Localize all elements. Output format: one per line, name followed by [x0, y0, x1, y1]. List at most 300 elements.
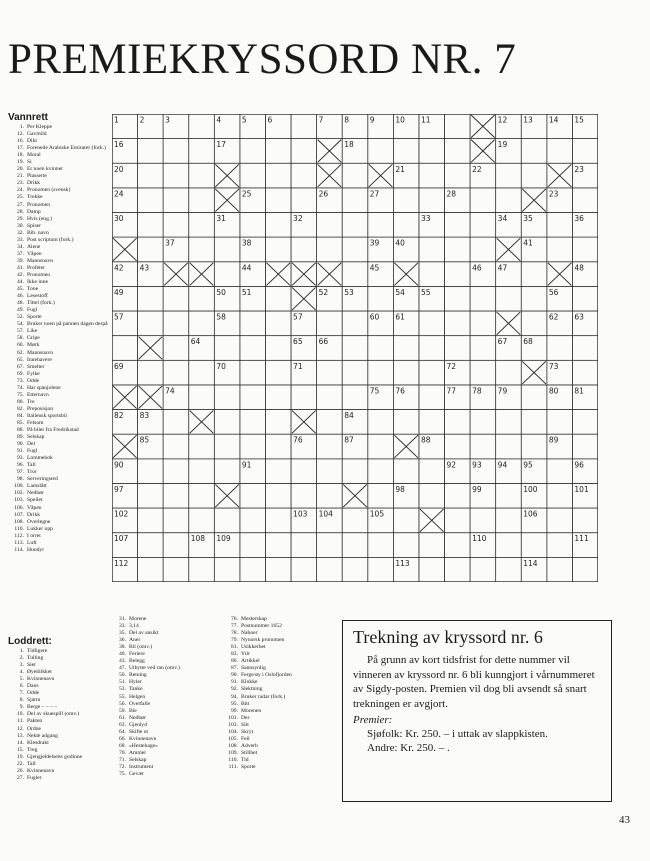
grid-cell[interactable] [265, 286, 291, 311]
clue-number: 103. [228, 721, 238, 728]
grid-cell[interactable] [368, 483, 394, 508]
grid-cell[interactable] [138, 533, 164, 558]
clue-text: Tid [241, 756, 249, 763]
grid-cell[interactable] [291, 557, 317, 582]
grid-cell[interactable] [189, 360, 215, 385]
grid-cell[interactable] [521, 262, 547, 287]
grid-cell[interactable] [470, 434, 496, 459]
grid-cell[interactable] [521, 311, 547, 336]
grid-cell[interactable] [547, 459, 573, 484]
grid-cell[interactable] [470, 508, 496, 533]
clue-item [8, 740, 108, 747]
cell-number: 95 [523, 460, 533, 470]
clue-number: 39. [17, 257, 24, 264]
grid-cell[interactable] [265, 336, 291, 361]
grid-cell[interactable] [393, 459, 419, 484]
grid-cell[interactable] [163, 213, 189, 238]
grid-cell[interactable] [521, 286, 547, 311]
grid-cell[interactable] [445, 163, 471, 188]
clue-number: 40. [119, 651, 126, 658]
grid-cell[interactable] [496, 533, 522, 558]
grid-cell[interactable] [521, 434, 547, 459]
grid-cell[interactable] [291, 237, 317, 262]
clue-text: Utbytte ved ran (omv.) [129, 665, 180, 672]
grid-cell[interactable] [317, 483, 343, 508]
clue-number: 110. [14, 525, 24, 532]
grid-cell[interactable] [393, 410, 419, 435]
clue-item [8, 683, 108, 690]
grid-cell[interactable] [291, 139, 317, 164]
clue-text: Alene [27, 243, 41, 250]
grid-cell[interactable] [445, 533, 471, 558]
grid-cell[interactable] [445, 434, 471, 459]
grid-cell[interactable] [265, 459, 291, 484]
grid-cell[interactable] [342, 385, 368, 410]
grid-cell[interactable] [317, 237, 343, 262]
grid-cell[interactable] [163, 483, 189, 508]
grid-cell[interactable] [265, 237, 291, 262]
cell-number: 48 [574, 263, 584, 273]
grid-cell[interactable] [419, 139, 445, 164]
grid-cell[interactable] [393, 336, 419, 361]
clue-item [8, 533, 108, 540]
grid-cell[interactable] [393, 533, 419, 558]
clue-text: Nedbør [27, 490, 44, 497]
grid-cell[interactable] [138, 213, 164, 238]
grid-cell[interactable] [368, 557, 394, 582]
clue-text: Plasserte [27, 173, 47, 180]
grid-cell[interactable] [393, 360, 419, 385]
grid-cell[interactable] [265, 311, 291, 336]
clue-number: 107. [14, 511, 24, 518]
grid-cell[interactable] [419, 262, 445, 287]
clue-number: 42. [17, 271, 24, 278]
grid-cell[interactable] [470, 557, 496, 582]
grid-cell[interactable] [138, 483, 164, 508]
cell-number: 15 [574, 115, 584, 125]
grid-cell[interactable] [214, 237, 240, 262]
grid-cell[interactable] [496, 508, 522, 533]
grid-cell[interactable] [445, 336, 471, 361]
grid-cell[interactable] [291, 114, 317, 139]
grid-cell[interactable] [470, 336, 496, 361]
grid-cell[interactable] [496, 410, 522, 435]
grid-cell[interactable] [572, 139, 598, 164]
cell-number: 39 [369, 238, 380, 248]
clue-text: Mørk [27, 342, 40, 349]
clue-item [222, 750, 337, 757]
grid-cell[interactable] [572, 286, 598, 311]
grid-cell[interactable] [317, 311, 343, 336]
grid-cell[interactable] [163, 508, 189, 533]
grid-cell[interactable] [138, 311, 164, 336]
grid-cell[interactable] [138, 163, 164, 188]
grid-cell[interactable] [342, 262, 368, 287]
clue-text: Skifte ut [129, 728, 149, 735]
grid-cell[interactable] [240, 311, 266, 336]
clue-number: 53. [119, 686, 126, 693]
grid-cell[interactable] [419, 410, 445, 435]
grid-cell[interactable] [368, 286, 394, 311]
grid-cell[interactable] [189, 286, 215, 311]
grid-cell[interactable] [189, 188, 215, 213]
grid-cell[interactable] [265, 213, 291, 238]
clue-number: 63. [119, 721, 126, 728]
grid-cell[interactable] [163, 163, 189, 188]
grid-cell[interactable] [342, 237, 368, 262]
clue-number: 104. [228, 728, 238, 735]
grid-cell[interactable] [317, 213, 343, 238]
grid-cell[interactable] [291, 188, 317, 213]
grid-cell[interactable] [572, 336, 598, 361]
clue-item [8, 476, 108, 483]
grid-cell[interactable] [419, 557, 445, 582]
grid-cell[interactable] [445, 410, 471, 435]
grid-cell[interactable] [419, 163, 445, 188]
clue-number: 73. [17, 377, 24, 384]
grid-cell[interactable] [240, 213, 266, 238]
grid-cell[interactable] [547, 139, 573, 164]
clue-number: 19. [17, 753, 24, 760]
grid-cell[interactable] [521, 533, 547, 558]
grid-cell[interactable] [445, 262, 471, 287]
grid-cell[interactable] [470, 188, 496, 213]
clue-item [222, 722, 337, 729]
cell-number: 30 [114, 214, 124, 224]
grid-cell[interactable] [393, 139, 419, 164]
clue-number: 64. [119, 728, 126, 735]
grid-cell[interactable] [138, 557, 164, 582]
grid-cell[interactable] [189, 557, 215, 582]
clue-item [8, 350, 108, 357]
grid-cell[interactable] [112, 336, 138, 361]
grid-cell[interactable] [189, 385, 215, 410]
grid-cell[interactable] [163, 188, 189, 213]
clue-text: Lukker opp [27, 525, 53, 532]
cell-number: 12 [497, 115, 508, 125]
grid-cell[interactable] [291, 385, 317, 410]
grid-cell[interactable] [265, 188, 291, 213]
grid-cell[interactable] [342, 311, 368, 336]
grid-cell[interactable] [445, 483, 471, 508]
grid-cell[interactable] [163, 336, 189, 361]
grid-cell[interactable] [240, 139, 266, 164]
grid-cell[interactable] [240, 533, 266, 558]
grid-cell[interactable] [419, 311, 445, 336]
clue-text: Sier [27, 662, 37, 669]
grid-cell[interactable] [163, 311, 189, 336]
grid-cell[interactable] [265, 360, 291, 385]
grid-cell[interactable] [342, 557, 368, 582]
grid-cell[interactable] [547, 213, 573, 238]
grid-cell[interactable] [240, 483, 266, 508]
grid-cell[interactable] [189, 163, 215, 188]
cell-number: 49 [114, 287, 124, 297]
clue-number: 70. [119, 749, 126, 756]
grid-cell[interactable] [496, 557, 522, 582]
grid-cell[interactable] [265, 163, 291, 188]
grid-cell[interactable] [419, 385, 445, 410]
grid-cell[interactable] [163, 360, 189, 385]
grid-cell[interactable] [163, 139, 189, 164]
clue-text: Er noen kvinner [27, 166, 64, 173]
clue-item [110, 651, 215, 658]
grid-cell[interactable] [572, 188, 598, 213]
clue-number: 46. [17, 293, 24, 300]
grid-cell[interactable] [291, 533, 317, 558]
grid-cell[interactable] [342, 533, 368, 558]
grid-cell[interactable] [547, 336, 573, 361]
cell-number: 42 [114, 263, 124, 273]
cell-number: 5 [241, 115, 247, 125]
clue-number: 112. [14, 532, 24, 539]
grid-cell[interactable] [368, 213, 394, 238]
grid-cell[interactable] [368, 434, 394, 459]
grid-cell[interactable] [265, 533, 291, 558]
clue-text: Slektning [241, 686, 263, 693]
clue-item [8, 307, 108, 314]
clue-item [110, 757, 215, 764]
grid-cell[interactable] [214, 262, 240, 287]
grid-cell[interactable] [419, 483, 445, 508]
grid-cell[interactable] [445, 311, 471, 336]
grid-cell[interactable] [265, 434, 291, 459]
grid-cell[interactable] [214, 459, 240, 484]
grid-cell[interactable] [496, 434, 522, 459]
grid-cell[interactable] [214, 557, 240, 582]
grid-cell[interactable] [496, 188, 522, 213]
clue-number: 1. [19, 124, 24, 130]
grid-cell[interactable] [214, 410, 240, 435]
grid-cell[interactable] [214, 434, 240, 459]
grid-cell[interactable] [189, 434, 215, 459]
grid-cell[interactable] [265, 385, 291, 410]
grid-cell[interactable] [265, 139, 291, 164]
grid-cell[interactable] [419, 533, 445, 558]
clue-text: Pakten [27, 718, 43, 725]
grid-cell[interactable] [368, 360, 394, 385]
grid-cell[interactable] [342, 360, 368, 385]
grid-cell[interactable] [572, 508, 598, 533]
grid-cell[interactable] [470, 213, 496, 238]
grid-cell[interactable] [163, 533, 189, 558]
grid-cell[interactable] [317, 459, 343, 484]
grid-cell[interactable] [291, 163, 317, 188]
grid-cell[interactable] [138, 459, 164, 484]
clue-item [110, 644, 215, 651]
grid-cell[interactable] [393, 213, 419, 238]
grid-cell[interactable] [521, 163, 547, 188]
grid-cell[interactable] [547, 557, 573, 582]
cell-number: 72 [446, 361, 457, 371]
grid-cell[interactable] [138, 360, 164, 385]
grid-cell[interactable] [214, 336, 240, 361]
grid-cell[interactable] [317, 434, 343, 459]
cell-number: 109 [216, 534, 231, 544]
grid-cell[interactable] [291, 483, 317, 508]
grid-cell[interactable] [496, 483, 522, 508]
cell-number: 87 [344, 435, 354, 445]
clue-item [8, 321, 119, 328]
cell-number: 76 [395, 386, 405, 396]
grid-cell[interactable] [445, 557, 471, 582]
grid-cell[interactable] [265, 410, 291, 435]
grid-cell[interactable] [342, 213, 368, 238]
clue-item [8, 371, 108, 378]
clue-number: 95. [231, 700, 238, 707]
cell-number: 41 [523, 238, 533, 248]
cell-number: 25 [241, 189, 252, 199]
grid-cell[interactable] [445, 286, 471, 311]
cell-number: 104 [318, 509, 333, 519]
grid-cell[interactable] [470, 286, 496, 311]
clue-text: Stillhet [241, 749, 258, 756]
clue-item [8, 272, 108, 279]
grid-cell[interactable] [163, 459, 189, 484]
grid-cell[interactable] [189, 213, 215, 238]
grid-cell[interactable] [419, 237, 445, 262]
cell-number: 19 [497, 140, 508, 150]
grid-cell[interactable] [419, 459, 445, 484]
clue-number: 1. [19, 648, 24, 654]
clue-text: Lamslått [27, 483, 47, 490]
grid-cell[interactable] [189, 237, 215, 262]
grid-cell[interactable] [368, 533, 394, 558]
grid-cell[interactable] [368, 139, 394, 164]
grid-cell[interactable] [393, 188, 419, 213]
grid-cell[interactable] [265, 483, 291, 508]
grid-cell[interactable] [163, 557, 189, 582]
clue-number: 14. [17, 739, 24, 746]
clue-number: 78. [231, 630, 238, 637]
grid-cell[interactable] [521, 410, 547, 435]
grid-cell[interactable] [189, 459, 215, 484]
grid-cell[interactable] [189, 139, 215, 164]
clue-text: Serveringsted [27, 476, 58, 483]
grid-cell[interactable] [317, 385, 343, 410]
grid-cell[interactable] [470, 410, 496, 435]
grid-cell[interactable] [317, 410, 343, 435]
grid-cell[interactable] [368, 459, 394, 484]
grid-cell[interactable] [547, 483, 573, 508]
grid-cell[interactable] [496, 286, 522, 311]
grid-cell[interactable] [138, 237, 164, 262]
clue-text: Luft [27, 539, 37, 546]
clue-item [110, 630, 215, 637]
grid-cell[interactable] [521, 385, 547, 410]
grid-cell[interactable] [445, 237, 471, 262]
grid-cell[interactable] [342, 188, 368, 213]
grid-cell[interactable] [445, 508, 471, 533]
grid-cell[interactable] [265, 557, 291, 582]
prize-others: Andre: Kr. 250. – . [367, 742, 450, 754]
grid-cell[interactable] [445, 213, 471, 238]
grid-cell[interactable] [138, 508, 164, 533]
grid-cell[interactable] [470, 237, 496, 262]
grid-cell[interactable] [572, 410, 598, 435]
grid-cell[interactable] [189, 508, 215, 533]
grid-cell[interactable] [240, 163, 266, 188]
grid-cell[interactable] [470, 311, 496, 336]
clue-item [8, 768, 108, 775]
grid-cell[interactable] [368, 336, 394, 361]
grid-cell[interactable] [214, 508, 240, 533]
clue-text: Tulling [27, 655, 44, 662]
grid-cell[interactable] [445, 139, 471, 164]
grid-cell[interactable] [265, 508, 291, 533]
grid-cell[interactable] [317, 533, 343, 558]
grid-cell[interactable] [572, 360, 598, 385]
grid-cell[interactable] [547, 508, 573, 533]
grid-cell[interactable] [572, 434, 598, 459]
clue-number: 23. [17, 180, 24, 187]
grid-cell[interactable] [547, 533, 573, 558]
grid-cell[interactable] [291, 459, 317, 484]
grid-cell[interactable] [214, 385, 240, 410]
grid-cell[interactable] [419, 360, 445, 385]
grid-cell[interactable] [163, 434, 189, 459]
draw-announcement-box [342, 620, 612, 802]
grid-cell[interactable] [189, 114, 215, 139]
grid-cell[interactable] [368, 410, 394, 435]
grid-cell[interactable] [547, 410, 573, 435]
clue-item [8, 145, 119, 152]
grid-cell[interactable] [240, 508, 266, 533]
grid-cell[interactable] [317, 360, 343, 385]
grid-cell[interactable] [138, 139, 164, 164]
grid-cell[interactable] [163, 286, 189, 311]
grid-cell[interactable] [138, 188, 164, 213]
grid-cell[interactable] [496, 163, 522, 188]
grid-cell[interactable] [189, 483, 215, 508]
grid-cell[interactable] [342, 508, 368, 533]
cell-number: 69 [114, 361, 124, 371]
across-clue-list [8, 124, 108, 554]
grid-cell[interactable] [317, 557, 343, 582]
clue-text: Kvinnenavn [27, 767, 55, 774]
clue-item [222, 715, 337, 722]
clue-text: «Hestehage» [129, 742, 158, 749]
grid-cell[interactable] [342, 459, 368, 484]
grid-cell[interactable] [240, 385, 266, 410]
grid-cell[interactable] [445, 114, 471, 139]
grid-cell[interactable] [189, 311, 215, 336]
grid-cell[interactable] [240, 557, 266, 582]
grid-cell[interactable] [342, 336, 368, 361]
grid-cell[interactable] [547, 237, 573, 262]
grid-cell[interactable] [240, 434, 266, 459]
cell-number: 108 [190, 534, 206, 544]
clue-text: Bib. navn [27, 229, 49, 236]
grid-cell[interactable] [572, 237, 598, 262]
grid-cell[interactable] [240, 410, 266, 435]
grid-cell[interactable] [470, 360, 496, 385]
cell-number: 13 [523, 115, 533, 125]
grid-cell[interactable] [572, 557, 598, 582]
grid-cell[interactable] [342, 163, 368, 188]
clue-item [8, 761, 108, 768]
grid-cell[interactable] [521, 139, 547, 164]
grid-cell[interactable] [163, 410, 189, 435]
grid-cell[interactable] [496, 360, 522, 385]
grid-cell[interactable] [419, 188, 445, 213]
grid-cell[interactable] [240, 336, 266, 361]
grid-cell[interactable] [419, 336, 445, 361]
grid-cell[interactable] [240, 360, 266, 385]
grid-cell[interactable] [138, 286, 164, 311]
clue-item [110, 736, 215, 743]
grid-cell[interactable] [393, 508, 419, 533]
